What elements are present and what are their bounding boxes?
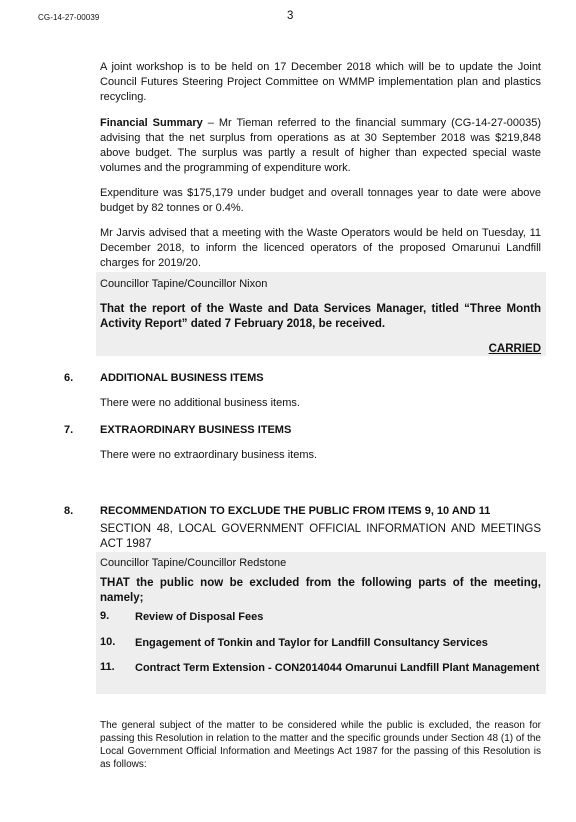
item10-text: Engagement of Tonkin and Taylor for Landfill Consultancy Services <box>135 637 488 649</box>
financial-summary-text: – Mr Tieman referred to the financial summary (CG-14-27-00035) advising that the net surplus from operations as at 30 September 2018 was $219,848 above budget. The surplus was partly a result of higher than expected special waste volumes and the programming of expenditure work. <box>100 117 541 174</box>
item11-text: Contract Term Extension - CON2014044 Omarunui Landfill Plant Management <box>135 662 540 674</box>
section6-title: ADDITIONAL BUSINESS ITEMS <box>100 372 264 384</box>
section6-text: There were no additional business items. <box>100 397 300 409</box>
financial-summary-paragraph <box>100 116 541 176</box>
jarvis-paragraph: Mr Jarvis advised that a meeting with the Waste Operators would be held on Tuesday, 11 December 2018, to inform the licenced operators of the proposed Omarunui Landfill charges for 2019/20. <box>100 227 541 269</box>
workshop-paragraph: A joint workshop is to be held on 17 December 2018 which will be to update the Joint Council Futures Steering Project Committee on WMMP implementation plan and plastics recycling. <box>100 61 541 103</box>
item10-number: 10. <box>100 636 116 648</box>
motion1-movers: Councillor Tapine/Councillor Nixon <box>100 278 268 290</box>
section7-text: There were no extraordinary business items. <box>100 449 318 461</box>
motion1-resolution: That the report of the Waste and Data Services Manager, titled “Three Month Activity Report” dated 7 February 2018, be received. <box>100 303 541 330</box>
motion1-result: CARRIED <box>488 343 541 355</box>
item9-text: Review of Disposal Fees <box>135 611 264 623</box>
section8-resolution: THAT the public now be excluded from the following parts of the meeting, namely; <box>100 577 541 604</box>
page-number: 3 <box>287 10 294 22</box>
section8-subtitle: SECTION 48, LOCAL GOVERNMENT OFFICIAL INFORMATION AND MEETINGS ACT 1987 <box>100 523 541 550</box>
section8-number: 8. <box>64 505 74 517</box>
expenditure-paragraph: Expenditure was $175,179 under budget and overall tonnages year to date were above budget by 82 tonnes or 0.4%. <box>100 187 541 214</box>
section7-number: 7. <box>64 424 74 436</box>
section8-movers: Councillor Tapine/Councillor Redstone <box>100 557 287 569</box>
section8-title: RECOMMENDATION TO EXCLUDE THE PUBLIC FROM ITEMS 9, 10 AND 11 <box>100 505 491 517</box>
general-subject-paragraph: The general subject of the matter to be considered while the public is excluded, the reason for passing this Resolution in relation to the matter and the specific grounds under Section 48 (1) of the Local Government Official Information and Meetings Act 1987 for the passing of this Resolution is as follows: <box>100 720 541 770</box>
section7-title: EXTRAORDINARY BUSINESS ITEMS <box>100 424 292 436</box>
document-code: CG-14-27-00039 <box>38 13 100 22</box>
item9-number: 9. <box>100 610 110 622</box>
item11-number: 11. <box>100 661 115 673</box>
financial-summary-lead: Financial Summary <box>100 117 203 129</box>
section6-number: 6. <box>64 372 74 384</box>
